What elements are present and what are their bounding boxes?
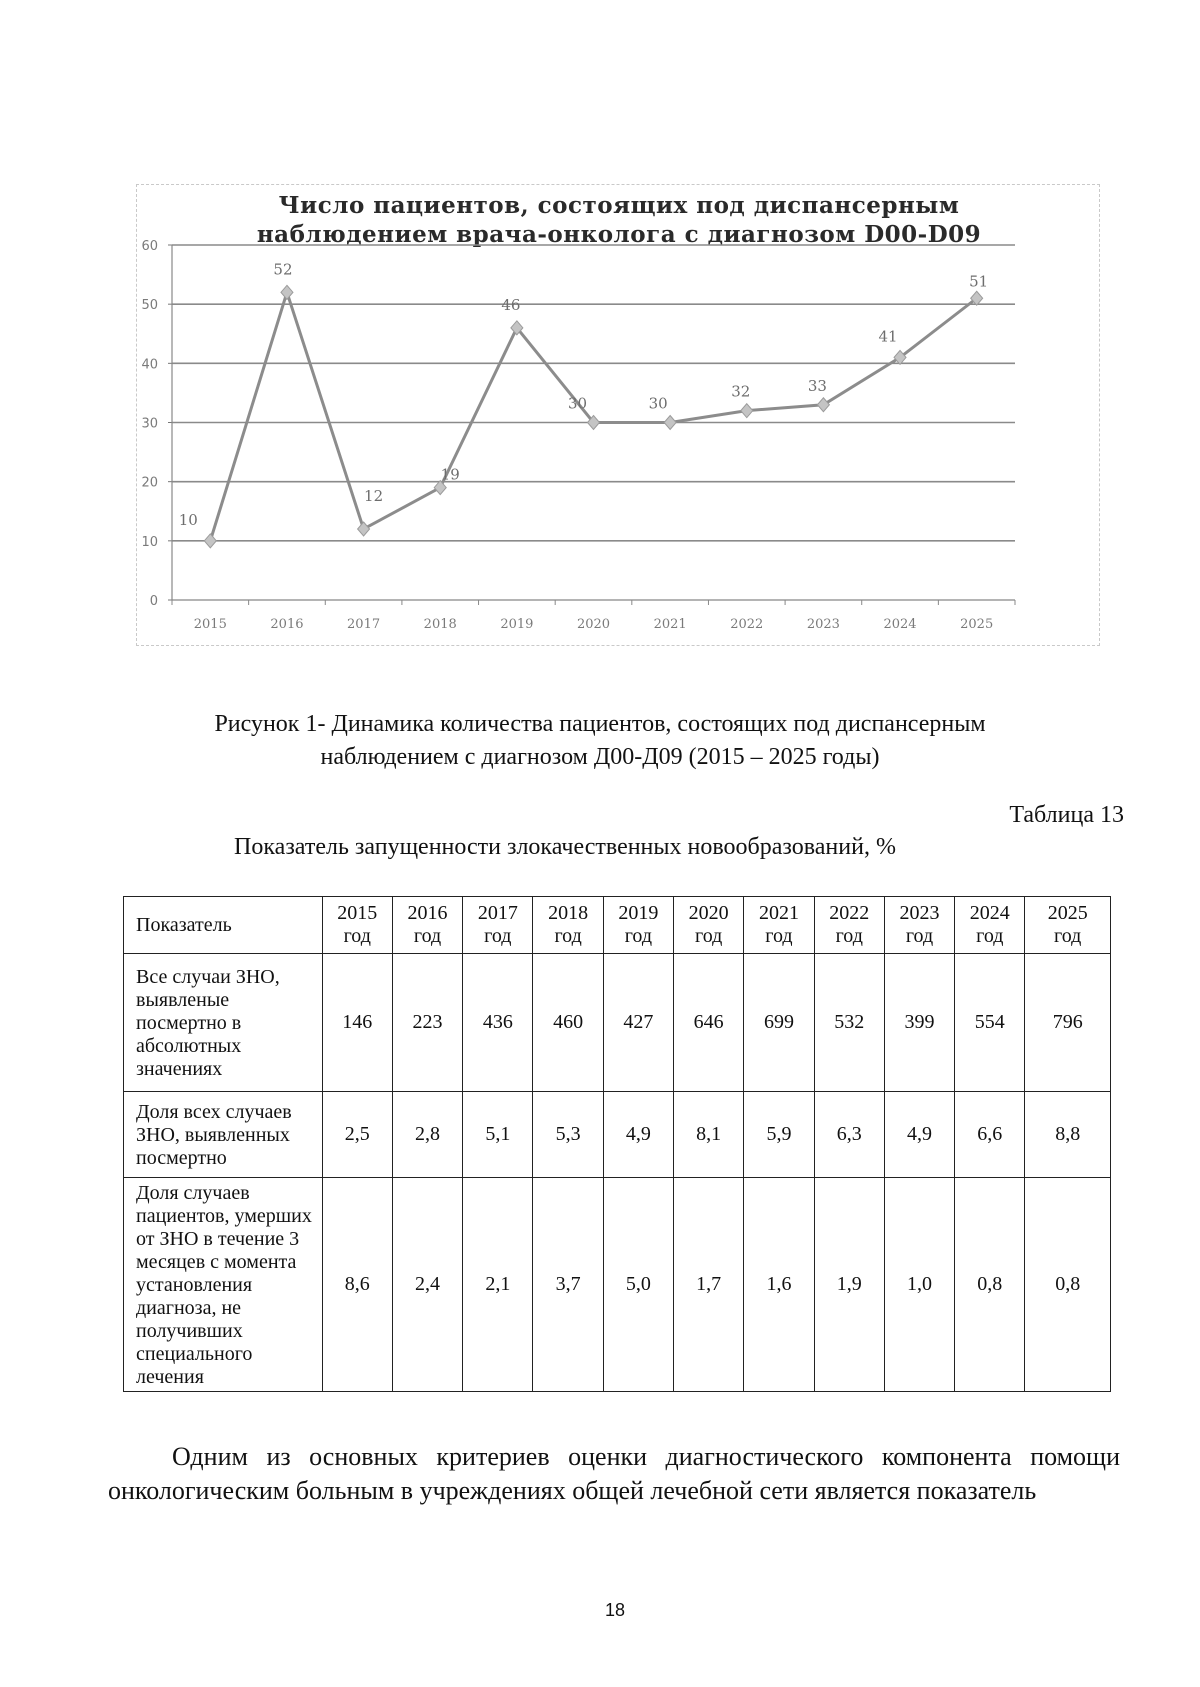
- table-row: [124, 1178, 1111, 1392]
- table-cell: 146: [322, 954, 392, 1092]
- table-cell: 0,8: [1025, 1178, 1111, 1392]
- table-cell: 796: [1025, 954, 1111, 1092]
- data-label: 33: [807, 376, 827, 395]
- table-cell: 554: [955, 954, 1025, 1092]
- x-tick-label: 2022: [730, 617, 764, 632]
- data-point: [281, 285, 293, 299]
- column-header: [744, 897, 814, 954]
- table-cell: 646: [674, 954, 744, 1092]
- table-cell: 2,8: [392, 1092, 462, 1178]
- table-cell: 3,7: [533, 1178, 603, 1392]
- table-cell: 1,0: [884, 1178, 954, 1392]
- column-header: [674, 897, 744, 954]
- data-label: 51: [969, 272, 989, 291]
- column-header-year: 2020: [688, 902, 729, 924]
- table-cell: 460: [533, 954, 603, 1092]
- table-cell: 8,8: [1025, 1092, 1111, 1178]
- table-cell: 427: [603, 954, 673, 1092]
- data-label: 46: [501, 295, 521, 314]
- y-tick-label: 20: [141, 475, 158, 491]
- column-header-unit: год: [835, 925, 863, 947]
- line-chart: [136, 184, 1100, 646]
- data-label: 52: [273, 260, 293, 279]
- table-cell: 399: [884, 954, 954, 1092]
- body-text: Одним из основных критериев оценки диагностического компонента помощи онкологическим больным в учреждениях общей лечебной сети является показатель: [108, 1442, 1120, 1505]
- figure-caption-line-2: наблюдением с диагнозом Д00-Д09 (2015 – 2025 годы): [320, 744, 880, 770]
- data-label: 30: [567, 394, 588, 413]
- data-label: 30: [648, 394, 668, 413]
- row-label: Все случаи ЗНО, выявленые посмертно в абсолютных значениях: [124, 954, 323, 1092]
- table-cell: 8,6: [322, 1178, 392, 1392]
- column-header-year: 2017: [477, 902, 518, 924]
- x-tick-label: 2021: [653, 617, 687, 632]
- table-header-row: [124, 897, 1111, 954]
- table-cell: 2,1: [463, 1178, 533, 1392]
- column-header-year: 2023: [899, 902, 940, 924]
- column-header-unit: год: [905, 925, 934, 947]
- column-header-year: 2024: [969, 902, 1010, 924]
- chart-title-line-1: Число пациентов, состоящих под диспансерным: [278, 192, 960, 219]
- column-header: [1025, 897, 1111, 954]
- x-tick-label: 2018: [423, 617, 457, 632]
- column-header-unit: год: [695, 925, 723, 947]
- data-point: [204, 534, 216, 548]
- column-header-year: 2016: [407, 902, 448, 924]
- column-header-unit: год: [765, 925, 793, 947]
- x-tick-label: 2025: [960, 617, 994, 632]
- table-cell: 4,9: [603, 1092, 673, 1178]
- x-tick-label: 2017: [347, 617, 381, 632]
- data-label: 10: [178, 510, 198, 529]
- x-tick-label: 2020: [576, 617, 611, 632]
- figure-caption: [120, 708, 1080, 774]
- table-cell: 436: [463, 954, 533, 1092]
- y-tick-label: 40: [141, 357, 158, 373]
- page-number: 18: [604, 1600, 626, 1620]
- column-header-unit: год: [976, 925, 1004, 947]
- column-header: [603, 897, 673, 954]
- table-cell: 6,6: [955, 1092, 1025, 1178]
- column-header: [392, 897, 462, 954]
- data-label: 12: [364, 487, 384, 505]
- table-cell: 1,9: [814, 1178, 884, 1392]
- data-point: [741, 404, 753, 418]
- table-cell: 223: [392, 954, 462, 1092]
- table-number: Таблица 13: [1009, 802, 1124, 828]
- table-cell: 2,4: [392, 1178, 462, 1392]
- y-tick-label: 60: [141, 239, 158, 254]
- table-cell: 1,6: [744, 1178, 814, 1392]
- data-label: 19: [440, 465, 460, 484]
- data-point: [664, 416, 676, 430]
- column-header: [463, 897, 533, 954]
- row-label: Доля всех случаев ЗНО, выявленных посмертно: [124, 1092, 323, 1178]
- table-cell: 2,5: [322, 1092, 392, 1178]
- x-tick-label: 2023: [806, 617, 840, 632]
- column-header: [322, 897, 392, 954]
- chart-canvas: [137, 185, 1101, 647]
- table-cell: 0,8: [955, 1178, 1025, 1392]
- column-header-unit: год: [484, 925, 512, 947]
- column-header-year: 2015: [337, 902, 378, 924]
- row-header-cell: Показатель: [124, 897, 323, 954]
- data-point: [358, 522, 370, 536]
- data-label: 41: [878, 327, 898, 346]
- column-header-year: 2019: [618, 902, 659, 924]
- table-cell: 5,0: [603, 1178, 673, 1392]
- y-tick-label: 30: [141, 416, 158, 432]
- table-cell: 6,3: [814, 1092, 884, 1178]
- table-cell: 532: [814, 954, 884, 1092]
- column-header-unit: год: [624, 925, 653, 947]
- x-tick-label: 2016: [270, 617, 304, 632]
- column-header: [814, 897, 884, 954]
- table-row: [124, 954, 1111, 1092]
- data-point: [817, 398, 829, 412]
- y-tick-label: 10: [141, 534, 158, 550]
- data-label: 32: [731, 382, 751, 401]
- column-header-unit: год: [343, 925, 371, 947]
- table-cell: 699: [744, 954, 814, 1092]
- table-cell: 4,9: [884, 1092, 954, 1178]
- data-table: [123, 896, 1111, 1392]
- table-title: Показатель запущенности злокачественных новообразований, %: [234, 834, 896, 860]
- column-header-year: 2022: [829, 902, 870, 924]
- table-cell: 5,9: [744, 1092, 814, 1178]
- figure-caption-line-1: Рисунок 1- Динамика количества пациентов, состоящих под диспансерным: [214, 711, 986, 737]
- x-tick-label: 2019: [500, 617, 534, 632]
- table-cell: 1,7: [674, 1178, 744, 1392]
- column-header-unit: год: [554, 925, 582, 947]
- row-label: Доля случаев пациентов, умерших от ЗНО в течение 3 месяцев с момента установления диагноза, не получивших специального лечения: [124, 1178, 323, 1392]
- table-row: [124, 1092, 1111, 1178]
- column-header-year: 2021: [758, 902, 799, 924]
- y-tick-label: 50: [141, 298, 158, 314]
- table-cell: 5,1: [463, 1092, 533, 1178]
- column-header: [955, 897, 1025, 954]
- table-cell: 5,3: [533, 1092, 603, 1178]
- x-tick-label: 2015: [193, 617, 227, 632]
- column-header-year: 2018: [548, 902, 589, 924]
- x-tick-label: 2024: [883, 617, 917, 632]
- table-cell: 8,1: [674, 1092, 744, 1178]
- column-header: [884, 897, 954, 954]
- body-paragraph: [108, 1440, 1120, 1508]
- chart-title-line-2: наблюдением врача-онколога с диагнозом D00-D09: [256, 221, 982, 248]
- column-header-unit: год: [1054, 925, 1082, 947]
- column-header-unit: год: [413, 925, 442, 947]
- y-tick-label: 0: [149, 594, 158, 609]
- column-header-year: 2025: [1047, 902, 1088, 924]
- column-header: [533, 897, 603, 954]
